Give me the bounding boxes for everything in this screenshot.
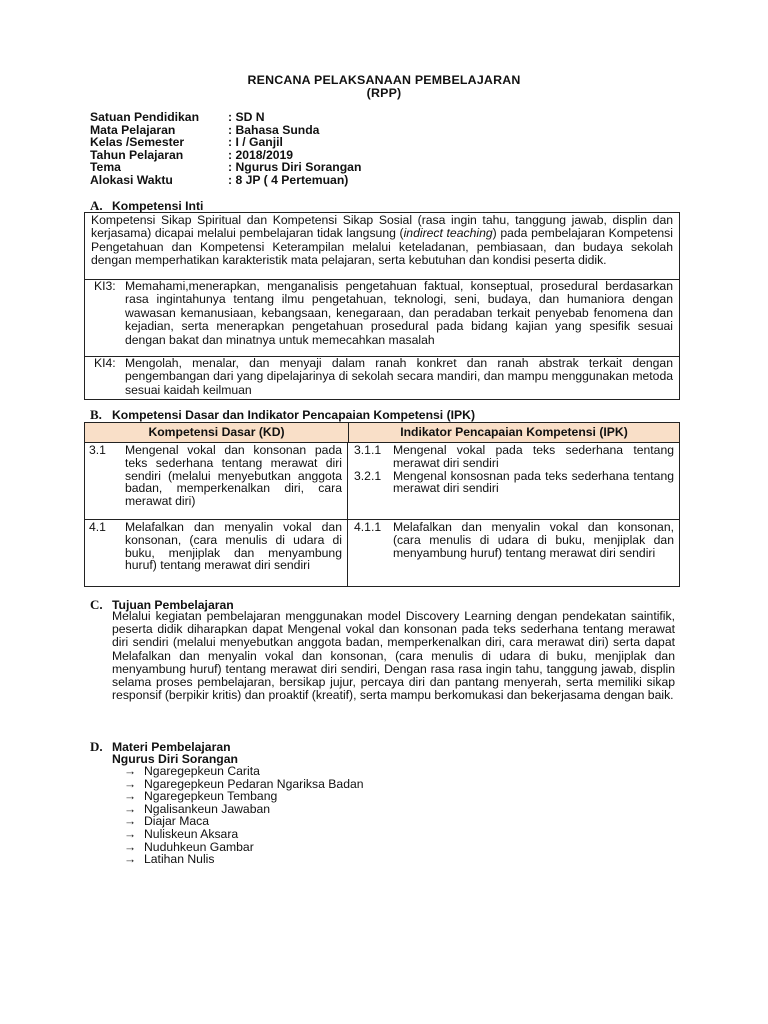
list-item: → Ngalisankeun Jawaban [124, 801, 271, 816]
ki4-row [85, 357, 679, 399]
kompetensi-inti-box [84, 212, 680, 400]
ki-intro-text: Kompetensi Sikap Spiritual dan Kompetensi Sikap Sosial (rasa ingin tahu, tanggung jawab, displin dan kerjasama) dicapai melalui pembelajaran tidak langsung (indirect teaching) pada pembelajaran Kompetensi Pengetahuan dan Kompetensi Keterampilan melalui keteladanan, pembiasaan, dan budaya sekolah dengan memperhatikan karakteristik mata pelajaran, serta kebutuhan dan kondisi peserta didik. [85, 213, 679, 280]
kd-ipk-table [84, 422, 680, 587]
ki3-row [85, 280, 679, 357]
identity-label: Tahun Pelajaran [90, 147, 184, 162]
section-letter: C. [90, 597, 103, 612]
kd-text: Melafalkan dan menyalin vokal dan konsonan, (cara menulis di udara di buku, menjiplak dan menyambung huruf) tentang merawat diri sendiri [125, 520, 342, 573]
identity-label: Satuan Pendidikan [90, 110, 200, 124]
arrow-icon: → [124, 789, 137, 804]
arrow-icon: → [124, 776, 137, 791]
kd-text: Mengenal vokal dan konsonan pada teks sederhana tentang merawat diri sendiri (melalui menyebutkan anggota badan, memperkenalkan diri, cara merawat diri) [125, 443, 342, 509]
section-title: Kompetensi Inti [112, 199, 204, 213]
table-row [85, 443, 679, 520]
indicator-text: Mengenal konsosnan pada teks sederhana tentang merawat diri sendiri [393, 468, 674, 496]
list-item: → Ngaregepkeun Tembang [124, 789, 278, 804]
document-subtitle: (RPP) [366, 86, 402, 100]
indicator-number: 4.1.1 [354, 520, 382, 534]
section-title: Kompetensi Dasar dan Indikator Pencapaian Kompetensi (IPK) [112, 408, 476, 422]
section-letter: A. [90, 198, 103, 213]
kd-cell [85, 520, 348, 586]
section-title: Materi Pembelajaran [112, 740, 231, 754]
identity-label: Tema [90, 160, 121, 175]
identity-value: : 8 JP ( 4 Pertemuan) [228, 172, 349, 187]
ki4-code: KI4: [94, 357, 116, 370]
materi-list [124, 765, 364, 866]
arrow-icon: → [124, 801, 137, 816]
indicator-item [348, 470, 679, 496]
materi-subheading: Ngurus Diri Sorangan [112, 752, 238, 766]
identity-value: : SD N [228, 110, 265, 124]
identity-label: Kelas /Semester [90, 135, 185, 150]
indicator-number: 3.1.1 [354, 443, 382, 457]
document-title: RENCANA PELAKSANAAN PEMBELAJARAN [247, 73, 521, 87]
ki-intro-italic: indirect teaching [403, 226, 493, 241]
identity-row [90, 174, 361, 187]
section-letter: D. [90, 739, 103, 754]
indicator-number: 3.2.1 [354, 468, 382, 483]
indicator-item [348, 444, 679, 470]
ki3-code: KI3: [94, 280, 116, 293]
kd-number: 3.1 [89, 443, 106, 457]
identity-label: Alokasi Waktu [90, 172, 173, 187]
arrow-icon: → [124, 764, 137, 778]
identity-row [90, 111, 361, 124]
table-header [85, 423, 679, 443]
identity-value: : Ngurus Diri Sorangan [228, 160, 362, 175]
ki4-text: Mengolah, menalar, dan menyaji dalam ranah konkret dan ranah abstrak terkait dengan pengembangan dari yang dipelajarinya di sekolah secara mandiri, dan mampu menggunakan metoda sesuai kaidah keilmuan [125, 357, 673, 397]
list-item: → Ngaregepkeun Carita [124, 764, 260, 778]
kd-number: 4.1 [89, 520, 106, 534]
list-item: → Diajar Maca [124, 814, 210, 829]
section-title: Tujuan Pembelajaran [112, 598, 234, 612]
column-header-ipk: Indikator Pencapaian Kompetensi (IPK) [400, 425, 628, 439]
list-item: → Nuduhkeun Gambar [124, 839, 254, 854]
section-letter: B. [90, 407, 102, 422]
table-row [85, 520, 679, 586]
identity-value: : Bahasa Sunda [228, 122, 320, 137]
identity-table [90, 111, 361, 187]
arrow-icon: → [124, 826, 137, 841]
identity-row [90, 136, 361, 149]
tujuan-paragraph: Melalui kegiatan pembelajaran menggunakan model Discovery Learning dengan pendekatan saintifik, peserta didik diharapkan dapat Mengenal vokal dan konsonan pada teks sederhana tentang merawat diri sendiri (melalui menyebutkan anggota badan, memperkenalkan diri, cara merawat diri) serta dapat Melafalkan dan menyalin vokal dan konsonan, (cara menulis di udara di buku, menjiplak dan menyambung huruf) tentang merawat diri sendiri, Dengan rasa rasa ingin tahu, tanggung jawab, displin selama proses pembelajaran, bersikap jujur, percaya diri dan pantang menyerah, serta memiliki sikap responsif (berpikir kritis) dan proaktif (kreatif), serta mampu berkomukasi dan bekerjasama dengan baik. [112, 609, 675, 703]
arrow-icon: → [124, 814, 137, 829]
ipk-cell [348, 443, 679, 519]
arrow-icon: → [124, 852, 137, 867]
identity-value: : I / Ganjil [228, 135, 283, 150]
identity-label: Mata Pelajaran [90, 122, 176, 137]
indicator-item [348, 521, 679, 559]
list-item: → Ngaregepkeun Pedaran Ngariksa Badan [124, 776, 364, 791]
section-b-heading [90, 407, 475, 423]
indicator-text: Mengenal vokal pada teks sederhana tentang merawat diri sendiri [393, 443, 674, 470]
list-item: → Latihan Nulis [124, 852, 215, 867]
kd-cell [85, 443, 348, 519]
ipk-cell [348, 520, 679, 586]
ki3-text: Memahami,menerapkan, menganalisis pengetahuan faktual, konseptual, prosedural berdasarkan rasa ingintahunya tentang ilmu pengetahuan, teknologi, seni, budaya, dan humaniora dengan wawasan kemanusiaan, kebangsaan, kenegaraan, dan peradaban terkait penyebab fenomena dan kejadian, serta menerapkan pengetahuan prosedural pada bidang kajian yang spesifik sesuai dengan bakat dan minatnya untuk memecahkan masalah [125, 280, 673, 347]
list-item: → Nuliskeun Aksara [124, 826, 239, 841]
arrow-icon: → [124, 839, 137, 854]
indicator-text: Melafalkan dan menyalin vokal dan konsonan, (cara menulis di udara di buku, menjiplak dan menyambung huruf) tentang merawat diri sendiri [393, 520, 674, 560]
identity-value: : 2018/2019 [228, 147, 294, 162]
column-header-kd: Kompetensi Dasar (KD) [85, 423, 349, 442]
